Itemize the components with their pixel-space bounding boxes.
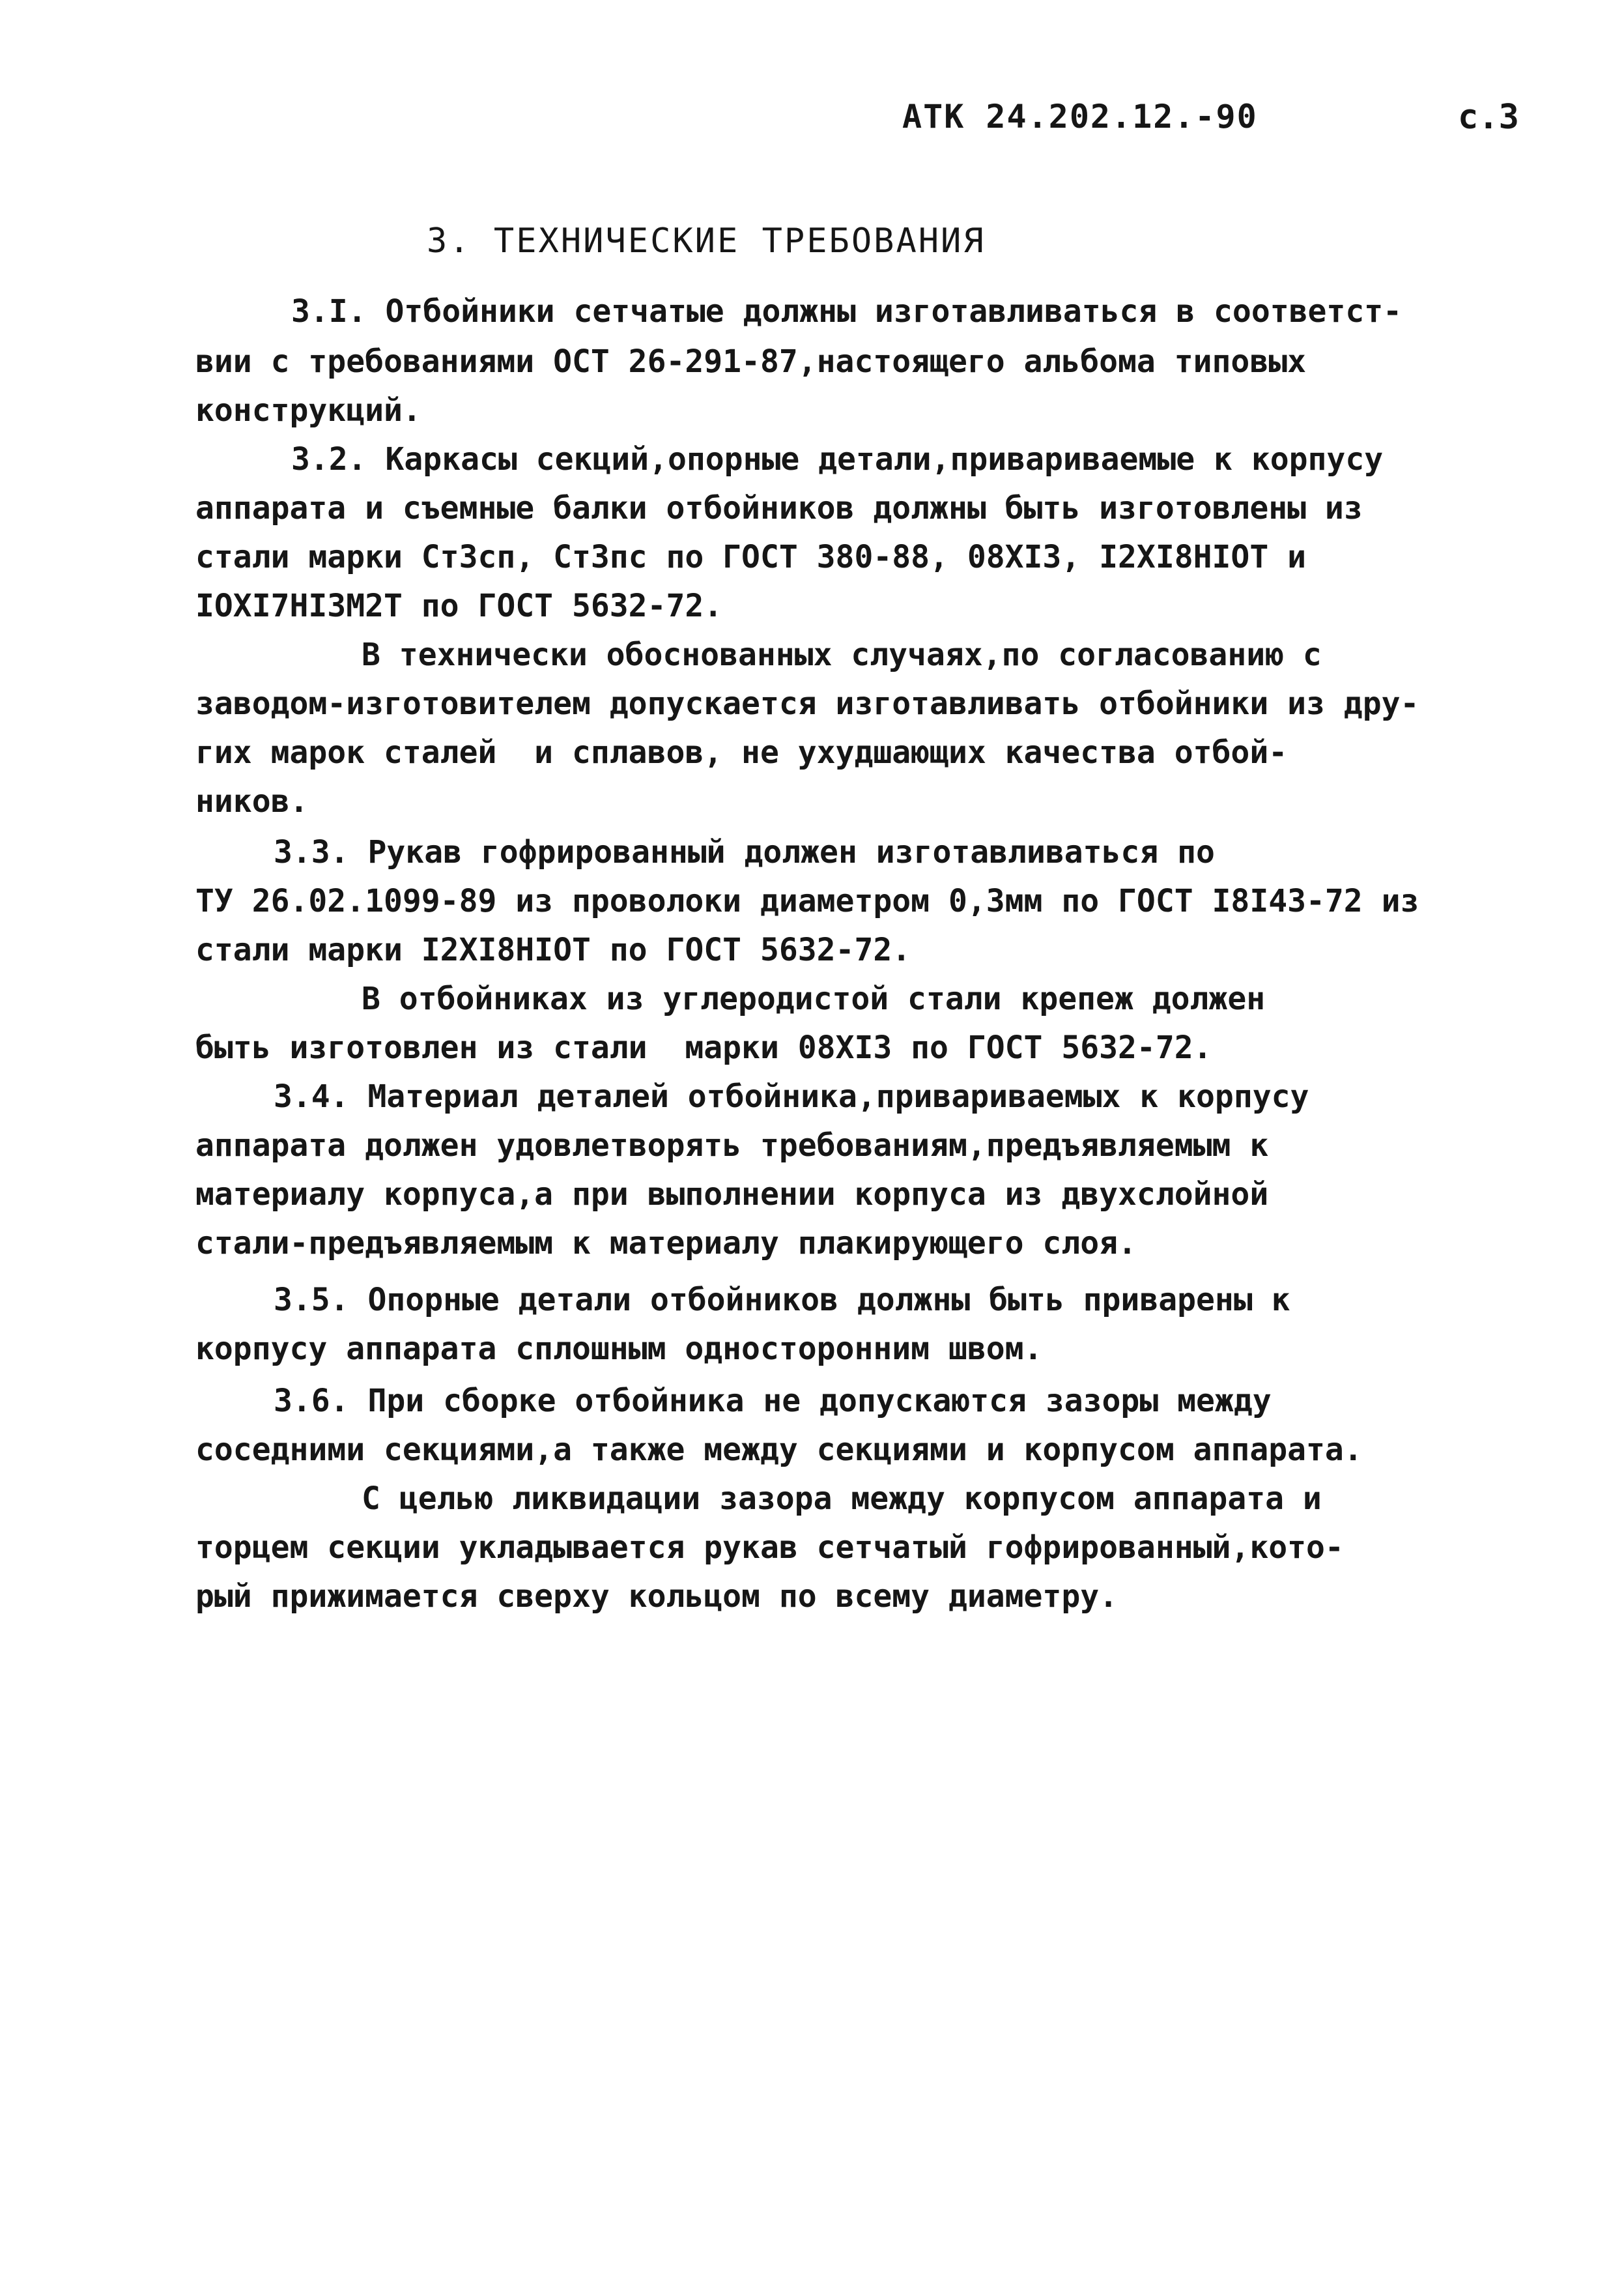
document-code: АТК 24.202.12.-90 — [902, 98, 1258, 136]
text-line: стали марки Ст3сп, Ст3пс по ГОСТ 380-88, 08ХI3, I2ХI8НIОТ и — [195, 539, 1307, 575]
text-line: торцем секции укладывается рукав сетчатый гофрированный,кото- — [195, 1529, 1344, 1566]
text-line: В технически обоснованных случаях,по согласованию с — [362, 637, 1322, 673]
text-line: заводом-изготовителем допускается изготавливать отбойники из дру- — [195, 685, 1419, 722]
text-line: 3.2. Каркасы секций,опорные детали,привариваемые к корпусу — [291, 441, 1384, 478]
text-line: быть изготовлен из стали марки 08ХI3 по ГОСТ 5632-72. — [195, 1030, 1212, 1066]
text-line: вии с требованиями ОСТ 26-291-87,настоящего альбома типовых — [195, 343, 1307, 380]
text-line: аппарата и съемные балки отбойников должны быть изготовлены из — [195, 490, 1363, 526]
text-line: гих марок сталей и сплавов, не ухудшающих качества отбой- — [195, 734, 1288, 771]
section-title: 3. ТЕХНИЧЕСКИЕ ТРЕБОВАНИЯ — [427, 222, 986, 261]
text-line: В отбойниках из углеродистой стали крепеж должен — [362, 981, 1266, 1017]
text-line: рый прижимается сверху кольцом по всему диаметру. — [195, 1578, 1118, 1615]
text-line: С целью ликвидации зазора между корпусом аппарата и — [362, 1480, 1322, 1517]
text-line: стали марки I2ХI8НIОТ по ГОСТ 5632-72. — [195, 932, 911, 968]
text-line: соседними секциями,а также между секциями и корпусом аппарата. — [195, 1432, 1363, 1468]
text-line: IОХI7НI3М2Т по ГОСТ 5632-72. — [195, 588, 723, 624]
text-line: стали-предъявляемым к материалу плакирующего слоя. — [195, 1225, 1137, 1261]
text-line: аппарата должен удовлетворять требованиям,предъявляемым к — [195, 1127, 1269, 1164]
text-line: материалу корпуса,а при выполнении корпуса из двухслойной — [195, 1176, 1269, 1213]
page-number: с.3 — [1458, 98, 1519, 137]
text-line: корпусу аппарата сплошным односторонним швом. — [195, 1331, 1043, 1367]
text-line: конструкций. — [195, 392, 421, 429]
text-line: ТУ 26.02.1099-89 из проволоки диаметром 0,3мм по ГОСТ I8I43-72 из — [195, 883, 1419, 919]
text-line: 3.I. Отбойники сетчатые должны изготавливаться в соответст- — [291, 293, 1403, 330]
text-line: 3.4. Материал деталей отбойника,привариваемых к корпусу — [274, 1078, 1309, 1115]
text-line: 3.6. При сборке отбойника не допускаются зазоры между — [274, 1383, 1272, 1419]
text-line: ников. — [195, 783, 309, 820]
text-line: 3.3. Рукав гофрированный должен изготавливаться по — [274, 834, 1215, 871]
text-line: 3.5. Опорные детали отбойников должны быть приварены к — [274, 1282, 1290, 1318]
